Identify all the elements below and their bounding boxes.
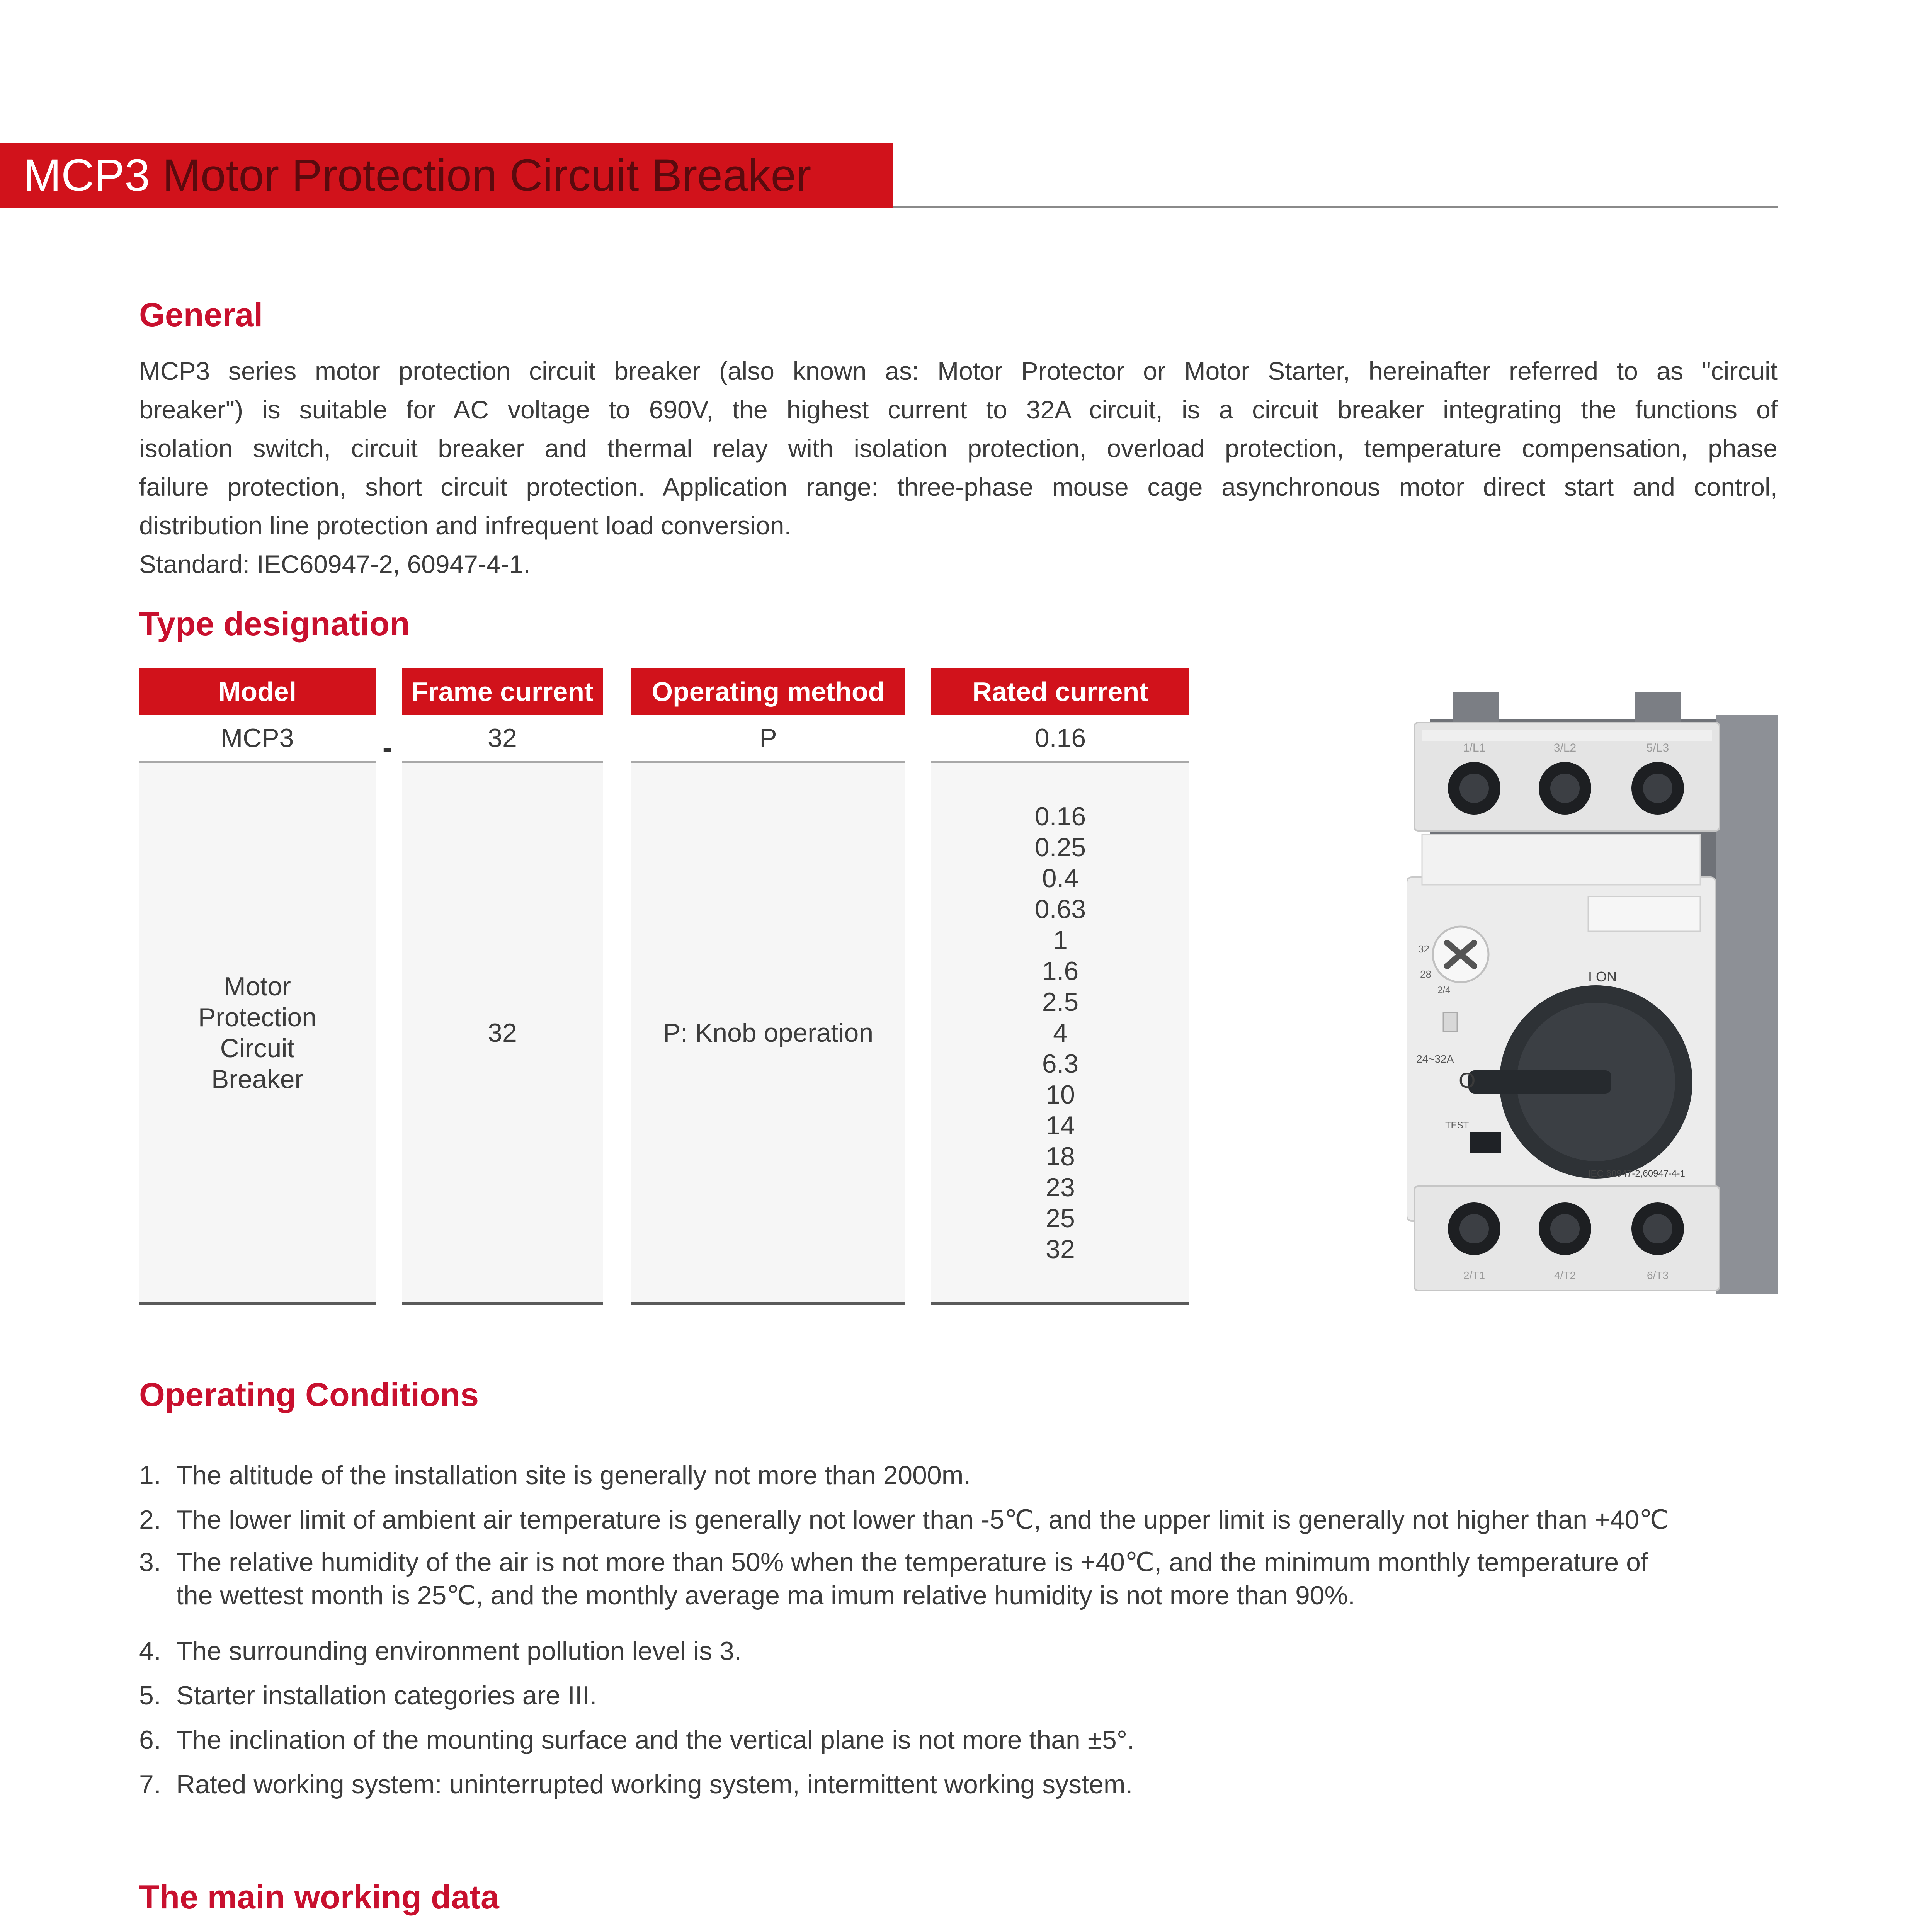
top-clip bbox=[1453, 692, 1499, 726]
operating-conditions-heading: Operating Conditions bbox=[139, 1376, 479, 1413]
terminal-screw-icon bbox=[1550, 1214, 1580, 1243]
general-line: isolation switch, circuit breaker and thermal relay with isolation protection, overload protection, temperature compensation, phase bbox=[139, 434, 1778, 463]
designation-separator: - bbox=[383, 733, 392, 764]
rated-current-option: 0.25 bbox=[1034, 832, 1086, 862]
list-item bbox=[139, 1768, 1133, 1801]
terminal-label: 5/L3 bbox=[1646, 742, 1669, 754]
indicator-slot bbox=[1443, 1012, 1457, 1032]
operating-method-column bbox=[631, 668, 905, 1305]
title-model: MCP3 bbox=[23, 150, 150, 201]
list-number: 3. bbox=[139, 1548, 161, 1577]
product-image bbox=[1407, 672, 1785, 1310]
mounting-plate-side bbox=[1716, 715, 1778, 1294]
operating-method-header: Operating method bbox=[631, 668, 905, 715]
rated-current-value: 0.16 bbox=[931, 715, 1189, 761]
list-item bbox=[139, 1679, 597, 1712]
frame-current-description-cell bbox=[402, 763, 603, 1302]
list-item bbox=[139, 1503, 1669, 1536]
model-description: Motor Protection Circuit Breaker bbox=[198, 971, 317, 1094]
list-text: The altitude of the installation site is generally not more than 2000m. bbox=[176, 1461, 971, 1490]
dial-scale-label: 2/4 bbox=[1437, 985, 1451, 995]
rated-current-option: 2.5 bbox=[1042, 987, 1079, 1017]
rated-current-option: 6.3 bbox=[1042, 1049, 1079, 1078]
label-window bbox=[1588, 896, 1700, 931]
terminal-screw-icon bbox=[1550, 774, 1580, 803]
list-text: The relative humidity of the air is not more than 50% when the temperature is +40℃, and the minimum monthly temperature of bbox=[176, 1548, 1648, 1577]
rated-current-option: 0.63 bbox=[1034, 894, 1086, 924]
frame-current-column bbox=[402, 668, 603, 1305]
list-text: the wettest month is 25℃, and the monthly average ma imum relative humidity is not more than 90%. bbox=[176, 1581, 1355, 1610]
list-item bbox=[139, 1459, 971, 1492]
list-text: The surrounding environment pollution level is 3. bbox=[176, 1636, 742, 1666]
terminal-label: 6/T3 bbox=[1647, 1269, 1669, 1281]
model-value: MCP3 bbox=[139, 715, 376, 761]
test-button bbox=[1470, 1132, 1501, 1153]
frame-current-header: Frame current bbox=[402, 668, 603, 715]
general-line: failure protection, short circuit protection. Application range: three-phase mouse cage asynchronous motor direct start and control, bbox=[139, 473, 1778, 501]
column-bottom-rule bbox=[631, 1302, 905, 1305]
column-bottom-rule bbox=[402, 1302, 603, 1305]
rated-current-option: 1 bbox=[1053, 925, 1068, 955]
rated-current-options-cell bbox=[931, 763, 1189, 1302]
rated-current-option: 32 bbox=[1046, 1234, 1075, 1264]
rated-current-option: 25 bbox=[1046, 1203, 1075, 1233]
list-item bbox=[139, 1546, 1648, 1612]
list-number: 6. bbox=[139, 1725, 161, 1755]
range-label: 24~32A bbox=[1416, 1053, 1454, 1065]
rated-current-option: 14 bbox=[1046, 1111, 1075, 1140]
rated-current-option: 10 bbox=[1046, 1080, 1075, 1109]
list-item bbox=[139, 1723, 1135, 1757]
list-number: 4. bbox=[139, 1636, 161, 1666]
terminal-block-highlight bbox=[1422, 730, 1712, 741]
rated-current-option: 0.4 bbox=[1042, 863, 1079, 893]
title-rule bbox=[893, 206, 1778, 208]
top-clip bbox=[1635, 692, 1681, 726]
column-bottom-rule bbox=[931, 1302, 1189, 1305]
terminal-label: 4/T2 bbox=[1554, 1269, 1576, 1281]
body-step bbox=[1422, 835, 1700, 885]
rated-current-option: 1.6 bbox=[1042, 956, 1079, 986]
operating-method-description: P: Knob operation bbox=[663, 1018, 874, 1048]
frame-current-value: 32 bbox=[402, 715, 603, 761]
rated-current-option: 0.16 bbox=[1034, 801, 1086, 831]
general-line: distribution line protection and infrequent load conversion. bbox=[139, 511, 791, 540]
operating-method-description-cell bbox=[631, 763, 905, 1302]
terminal-label: 1/L1 bbox=[1463, 742, 1486, 754]
list-text: Rated working system: uninterrupted working system, intermittent working system. bbox=[176, 1770, 1133, 1799]
standard-text: Standard: IEC60947-2, 60947-4-1. bbox=[139, 550, 531, 578]
dial-scale-label: 32 bbox=[1418, 943, 1429, 955]
off-label: O bbox=[1459, 1068, 1476, 1092]
terminal-screw-icon bbox=[1643, 774, 1672, 803]
main-working-data-heading: The main working data bbox=[139, 1879, 499, 1916]
list-text: The inclination of the mounting surface and the vertical plane is not more than ±5°. bbox=[176, 1725, 1135, 1755]
terminal-label: 2/T1 bbox=[1463, 1269, 1485, 1281]
terminal-screw-icon bbox=[1643, 1214, 1672, 1243]
rated-current-option: 18 bbox=[1046, 1141, 1075, 1171]
model-column bbox=[139, 668, 376, 1305]
list-text: Starter installation categories are III. bbox=[176, 1681, 597, 1710]
terminal-screw-icon bbox=[1459, 774, 1489, 803]
on-label: I ON bbox=[1588, 969, 1617, 985]
terminal-label: 3/L2 bbox=[1553, 742, 1577, 754]
test-label: TEST bbox=[1445, 1120, 1469, 1131]
rated-current-column bbox=[931, 668, 1189, 1305]
general-line: MCP3 series motor protection circuit breaker (also known as: Motor Protector or Motor Starter, hereinafter referred to as "circuit bbox=[139, 357, 1778, 385]
rated-current-option: 4 bbox=[1053, 1018, 1068, 1048]
list-text: The lower limit of ambient air temperature is generally not lower than -5℃, and the upper limit is generally not higher than +40℃ bbox=[176, 1505, 1669, 1534]
type-designation-heading: Type designation bbox=[139, 605, 410, 643]
standard-marking: IEC 60947-2,60947-4-1 bbox=[1588, 1168, 1685, 1179]
list-item bbox=[139, 1634, 742, 1668]
terminal-screw-icon bbox=[1459, 1214, 1489, 1243]
list-number: 1. bbox=[139, 1461, 161, 1490]
rated-current-options bbox=[1035, 801, 1086, 1265]
list-number: 2. bbox=[139, 1505, 161, 1534]
general-line: breaker") is suitable for AC voltage to 690V, the highest current to 32A circuit, is a circuit breaker integrating the functions of bbox=[139, 395, 1778, 424]
title-text: Motor Protection Circuit Breaker bbox=[162, 150, 811, 201]
model-header: Model bbox=[139, 668, 376, 715]
frame-current-description: 32 bbox=[488, 1018, 517, 1048]
rated-current-option: 23 bbox=[1046, 1172, 1075, 1202]
column-bottom-rule bbox=[139, 1302, 376, 1305]
knob-handle bbox=[1468, 1070, 1611, 1094]
operating-method-value: P bbox=[631, 715, 905, 761]
dial-scale-label: 28 bbox=[1420, 968, 1431, 980]
rated-current-header: Rated current bbox=[931, 668, 1189, 715]
general-heading: General bbox=[139, 296, 263, 333]
list-number: 5. bbox=[139, 1681, 161, 1710]
list-number: 7. bbox=[139, 1770, 161, 1799]
model-description-cell bbox=[139, 763, 376, 1302]
page-title-bar bbox=[0, 143, 893, 208]
